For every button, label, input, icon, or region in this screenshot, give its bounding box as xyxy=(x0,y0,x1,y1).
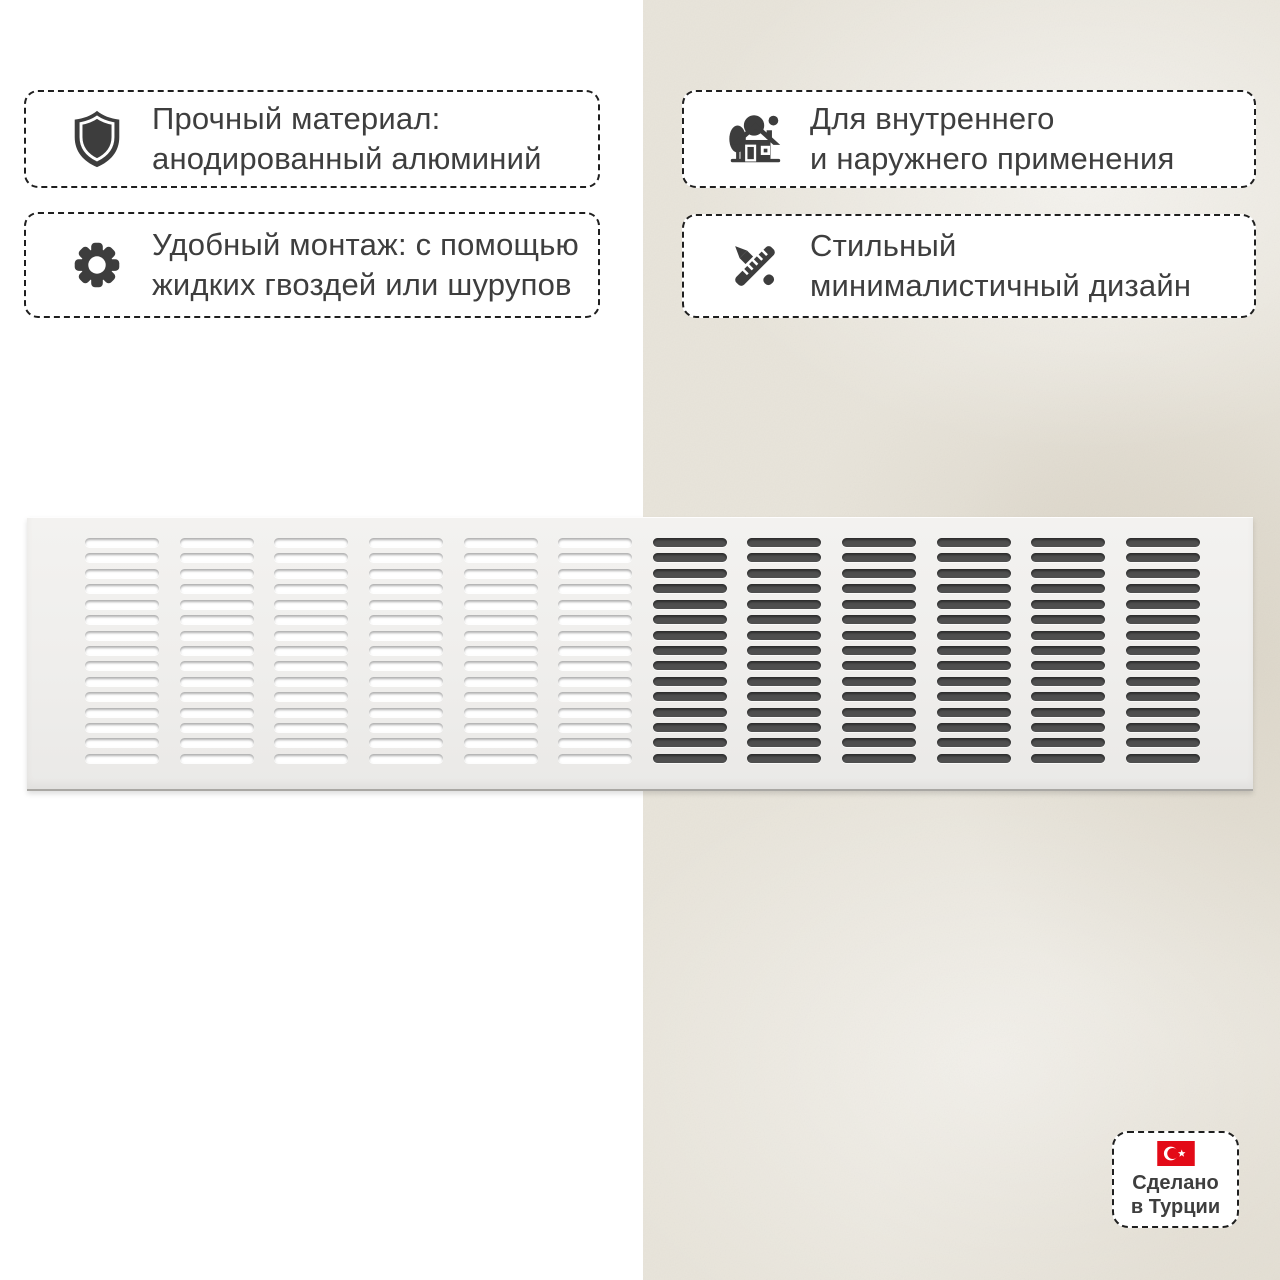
grille-slot xyxy=(85,646,159,655)
grille-slot xyxy=(653,631,727,640)
ventilation-grille-panel xyxy=(27,517,1253,791)
grille-slot xyxy=(558,553,632,562)
grille-slot xyxy=(558,646,632,655)
grille-slot xyxy=(1126,738,1200,747)
grille-slot xyxy=(842,553,916,562)
grille-slot xyxy=(747,553,821,562)
grille-slot xyxy=(558,584,632,593)
feature-card-material xyxy=(24,90,600,188)
grille-slot xyxy=(842,661,916,670)
pencil-ruler-icon xyxy=(724,235,786,297)
grille-slot xyxy=(180,708,254,717)
grille-slot xyxy=(747,646,821,655)
grille-slot xyxy=(842,723,916,732)
grille-slot xyxy=(1126,615,1200,624)
grille-slot xyxy=(464,600,538,609)
grille-slot xyxy=(653,738,727,747)
grille-slot-column xyxy=(558,538,632,763)
grille-slot xyxy=(842,754,916,763)
grille-slot xyxy=(369,615,443,624)
grille-slot xyxy=(747,661,821,670)
grille-slot xyxy=(747,677,821,686)
grille-slot xyxy=(653,584,727,593)
grille-slot xyxy=(464,615,538,624)
grille-slot xyxy=(369,600,443,609)
grille-slot xyxy=(1031,708,1105,717)
grille-slot xyxy=(1126,723,1200,732)
grille-slot xyxy=(1126,553,1200,562)
grille-slot xyxy=(937,631,1011,640)
grille-slot xyxy=(369,723,443,732)
grille-slot-column xyxy=(369,538,443,763)
grille-slot xyxy=(274,553,348,562)
grille-slot xyxy=(85,723,159,732)
grille-slot xyxy=(1031,538,1105,547)
turkey-flag-icon xyxy=(1157,1141,1195,1166)
grille-slot xyxy=(274,538,348,547)
grille-slot xyxy=(464,584,538,593)
grille-slot xyxy=(1126,584,1200,593)
grille-slot xyxy=(1126,600,1200,609)
feature-text xyxy=(152,99,542,179)
grille-slot xyxy=(937,677,1011,686)
grille-slot xyxy=(85,692,159,701)
grille-slot xyxy=(464,754,538,763)
grille-slot xyxy=(180,569,254,578)
grille-slot xyxy=(842,631,916,640)
made-in-line: Сделано xyxy=(1132,1171,1219,1194)
feature-text xyxy=(810,226,1191,306)
grille-slot-column xyxy=(464,538,538,763)
grille-slot xyxy=(464,738,538,747)
grille-slot xyxy=(180,615,254,624)
grille-slot xyxy=(180,661,254,670)
grille-slot xyxy=(274,646,348,655)
grille-slot xyxy=(369,646,443,655)
grille-slot xyxy=(653,569,727,578)
grille-slot xyxy=(653,692,727,701)
grille-slot xyxy=(1031,584,1105,593)
grille-slot xyxy=(1126,677,1200,686)
grille-slot xyxy=(274,584,348,593)
feature-card-usage xyxy=(682,90,1256,188)
feature-text-line: анодированный алюминий xyxy=(152,141,542,176)
grille-slot xyxy=(1126,692,1200,701)
grille-slot xyxy=(369,754,443,763)
grille-slot xyxy=(274,708,348,717)
grille-slot xyxy=(369,661,443,670)
grille-slot xyxy=(85,708,159,717)
grille-slot xyxy=(937,754,1011,763)
grille-slot xyxy=(274,692,348,701)
grille-slot xyxy=(180,538,254,547)
grille-slot xyxy=(747,723,821,732)
grille-slot xyxy=(85,615,159,624)
grille-slot xyxy=(1031,553,1105,562)
grille-slot xyxy=(653,615,727,624)
grille-slot xyxy=(180,723,254,732)
grille-slot xyxy=(180,692,254,701)
grille-slot xyxy=(464,569,538,578)
grille-slot xyxy=(274,631,348,640)
grille-slot xyxy=(747,584,821,593)
grille-slot xyxy=(558,615,632,624)
grille-slot xyxy=(180,631,254,640)
grille-slot xyxy=(558,600,632,609)
feature-text-line: Удобный монтаж: с помощью xyxy=(152,227,580,262)
grille-slot xyxy=(558,692,632,701)
grille-slot xyxy=(1126,631,1200,640)
grille-slot-column xyxy=(1126,538,1200,763)
made-in-line: в Турции xyxy=(1130,1195,1221,1218)
grille-slot xyxy=(937,646,1011,655)
grille-slot xyxy=(1031,600,1105,609)
grille-slot xyxy=(653,677,727,686)
grille-slot-column xyxy=(274,538,348,763)
grille-slot xyxy=(85,677,159,686)
made-in-label xyxy=(1131,1171,1220,1219)
grille-slot xyxy=(1126,538,1200,547)
grille-slot xyxy=(747,615,821,624)
grille-slot-column xyxy=(85,538,159,763)
grille-slot xyxy=(747,569,821,578)
grille-slot xyxy=(842,600,916,609)
grille-slot xyxy=(464,553,538,562)
grille-slot xyxy=(1031,569,1105,578)
grille-slot xyxy=(558,661,632,670)
grille-slot-column xyxy=(653,538,727,763)
grille-slot xyxy=(274,615,348,624)
grille-slot xyxy=(937,708,1011,717)
grille-slot xyxy=(464,692,538,701)
feature-text-line: минималистичный дизайн xyxy=(810,268,1192,303)
grille-slot xyxy=(558,677,632,686)
house-outdoor-icon xyxy=(724,108,786,170)
grille-slot xyxy=(1031,677,1105,686)
grille-slot xyxy=(464,538,538,547)
feature-text-line: жидких гвоздей или шурупов xyxy=(152,267,572,302)
grille-slot xyxy=(937,661,1011,670)
grille-slot xyxy=(85,538,159,547)
grille-slot xyxy=(842,584,916,593)
grille-slot xyxy=(747,708,821,717)
feature-text-line: Стильный xyxy=(810,228,957,263)
grille-slot xyxy=(464,723,538,732)
grille-slot xyxy=(369,708,443,717)
feature-text-line: Для внутреннего xyxy=(810,101,1055,136)
grille-slot xyxy=(558,738,632,747)
grille-slot xyxy=(653,708,727,717)
grille-slot xyxy=(1126,661,1200,670)
grille-slot xyxy=(180,754,254,763)
grille-slot xyxy=(180,646,254,655)
grille-slot xyxy=(1031,631,1105,640)
grille-slot xyxy=(464,646,538,655)
grille-slot xyxy=(180,553,254,562)
grille-slot xyxy=(369,631,443,640)
grille-slot xyxy=(937,600,1011,609)
grille-slot-column xyxy=(747,538,821,763)
grille-slot xyxy=(558,723,632,732)
grille-slot xyxy=(180,738,254,747)
grille-slot xyxy=(937,692,1011,701)
grille-slot xyxy=(85,569,159,578)
grille-slot xyxy=(937,584,1011,593)
grille-slot-column xyxy=(180,538,254,763)
grille-slot-column xyxy=(937,538,1011,763)
grille-slot xyxy=(369,692,443,701)
grille-slot xyxy=(369,538,443,547)
grille-slot xyxy=(1126,646,1200,655)
grille-slot xyxy=(558,538,632,547)
grille-slot xyxy=(842,677,916,686)
grille-slot xyxy=(842,538,916,547)
grille-slot xyxy=(464,708,538,717)
grille-slot xyxy=(369,738,443,747)
feature-card-mounting xyxy=(24,212,600,318)
made-in-turkey-badge xyxy=(1112,1131,1239,1228)
grille-slot-column xyxy=(842,538,916,763)
grille-slot xyxy=(85,584,159,593)
grille-slot xyxy=(653,600,727,609)
grille-slot xyxy=(1126,708,1200,717)
grille-slot xyxy=(464,631,538,640)
grille-slot xyxy=(842,646,916,655)
shield-icon xyxy=(66,108,128,170)
grille-slot xyxy=(747,754,821,763)
grille-slot xyxy=(369,584,443,593)
grille-slot xyxy=(558,631,632,640)
grille-slot xyxy=(1031,738,1105,747)
grille-slot xyxy=(274,754,348,763)
grille-slot xyxy=(180,600,254,609)
grille-slot xyxy=(747,600,821,609)
grille-slot xyxy=(85,754,159,763)
grille-slot xyxy=(369,553,443,562)
grille-slot xyxy=(653,661,727,670)
feature-card-design xyxy=(682,214,1256,318)
grille-slot xyxy=(274,738,348,747)
grille-slot xyxy=(558,569,632,578)
grille-slot xyxy=(842,615,916,624)
grille-slot xyxy=(85,553,159,562)
grille-slot xyxy=(85,738,159,747)
gear-icon xyxy=(66,234,128,296)
grille-slot xyxy=(1031,692,1105,701)
grille-slot xyxy=(842,692,916,701)
grille-slot xyxy=(1126,569,1200,578)
grille-slot xyxy=(747,538,821,547)
feature-text-line: Прочный материал: xyxy=(152,101,441,136)
grille-slot xyxy=(1031,646,1105,655)
grille-slot xyxy=(464,661,538,670)
grille-slot xyxy=(85,631,159,640)
grille-slot xyxy=(747,692,821,701)
grille-slot xyxy=(653,723,727,732)
grille-slot xyxy=(653,646,727,655)
grille-slot xyxy=(274,600,348,609)
grille-slot xyxy=(274,569,348,578)
feature-text xyxy=(152,225,579,305)
grille-slot xyxy=(937,615,1011,624)
grille-slot xyxy=(1031,661,1105,670)
grille-slots xyxy=(85,538,1200,763)
grille-slot xyxy=(1031,723,1105,732)
grille-slot xyxy=(937,538,1011,547)
grille-slot xyxy=(274,723,348,732)
grille-slot xyxy=(558,708,632,717)
grille-slot xyxy=(274,661,348,670)
grille-slot xyxy=(653,553,727,562)
grille-slot xyxy=(180,677,254,686)
grille-slot xyxy=(747,738,821,747)
grille-slot xyxy=(1126,754,1200,763)
grille-slot xyxy=(464,677,538,686)
grille-slot xyxy=(369,569,443,578)
grille-slot xyxy=(747,631,821,640)
grille-slot xyxy=(937,738,1011,747)
grille-slot xyxy=(937,569,1011,578)
grille-slot xyxy=(85,600,159,609)
grille-slot xyxy=(842,738,916,747)
grille-slot xyxy=(369,677,443,686)
grille-slot xyxy=(180,584,254,593)
grille-slot xyxy=(653,754,727,763)
grille-slot xyxy=(842,708,916,717)
grille-slot xyxy=(558,754,632,763)
feature-text-line: и наружнего применения xyxy=(810,141,1175,176)
grille-slot xyxy=(937,723,1011,732)
grille-slot xyxy=(842,569,916,578)
grille-slot xyxy=(274,677,348,686)
grille-slot xyxy=(1031,615,1105,624)
grille-slot xyxy=(1031,754,1105,763)
grille-slot xyxy=(653,538,727,547)
grille-slot xyxy=(937,553,1011,562)
grille-slot xyxy=(85,661,159,670)
feature-text xyxy=(810,99,1175,179)
grille-slot-column xyxy=(1031,538,1105,763)
